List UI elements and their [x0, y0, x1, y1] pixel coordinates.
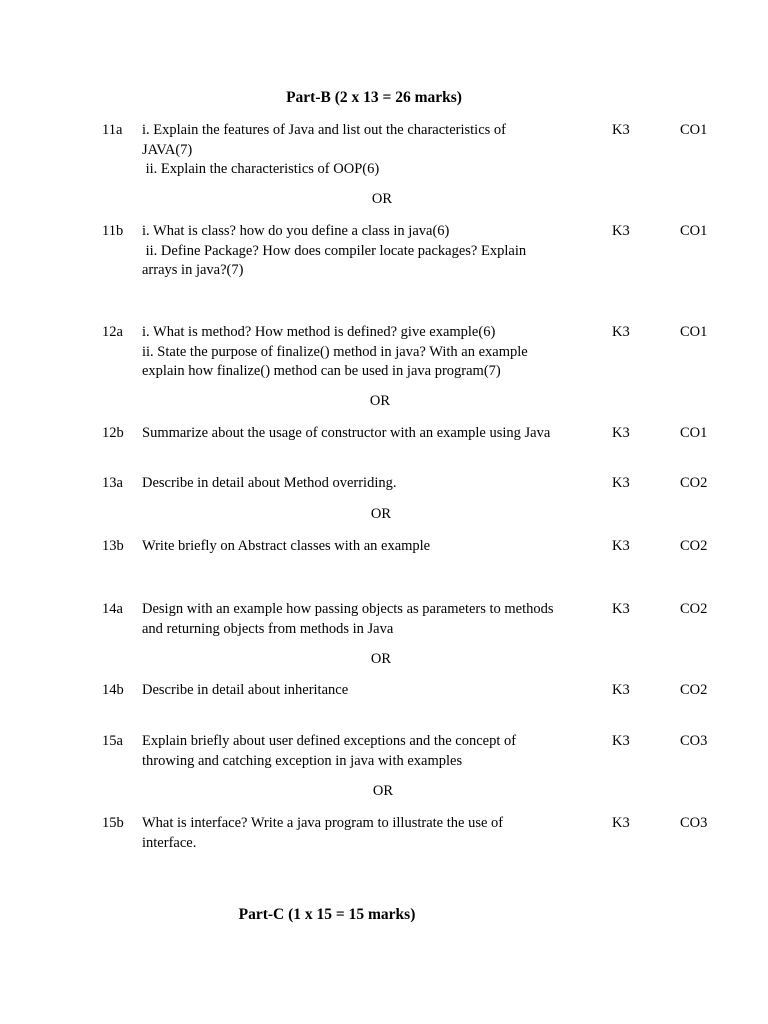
- question-line: throwing and catching exception in java with examples: [142, 752, 463, 769]
- knowledge-level: K3: [612, 425, 630, 441]
- question-line: explain how finalize() method can be used in java program(7): [142, 363, 501, 379]
- or-separator: OR: [370, 651, 392, 667]
- question-number: 13b: [102, 538, 124, 554]
- question-text: [142, 424, 587, 444]
- question-line: i. Explain the features of Java and list out the characteristics of: [142, 122, 506, 138]
- course-outcome: CO1: [680, 122, 708, 138]
- question-line: Write briefly on Abstract classes with an example: [142, 538, 431, 554]
- knowledge-level: K3: [612, 682, 630, 698]
- or-separator: OR: [370, 506, 392, 522]
- question-number: 14b: [102, 682, 124, 698]
- course-outcome: CO3: [680, 815, 708, 831]
- knowledge-level: K3: [612, 733, 630, 749]
- course-outcome: CO2: [680, 682, 708, 698]
- question-line: arrays in java?(7): [142, 262, 244, 278]
- or-separator: OR: [372, 783, 394, 799]
- question-line: ii. State the purpose of finalize() method in java? With an example: [142, 343, 528, 360]
- question-text: [142, 537, 587, 557]
- question-number: 12a: [102, 324, 123, 340]
- question-line: Summarize about the usage of constructor with an example using Java: [142, 425, 551, 441]
- question-line: Describe in detail about inheritance: [142, 682, 349, 698]
- question-text: [142, 222, 587, 281]
- question-text: [142, 681, 587, 701]
- part-b-heading: Part-B (2 x 13 = 26 marks): [286, 89, 462, 106]
- question-number: 11b: [102, 223, 124, 239]
- course-outcome: CO2: [680, 601, 708, 617]
- question-text: [142, 121, 587, 180]
- question-line: ii. Explain the characteristics of OOP(6): [142, 161, 380, 177]
- knowledge-level: K3: [612, 475, 630, 491]
- question-line: interface.: [142, 834, 197, 851]
- course-outcome: CO1: [680, 223, 708, 239]
- knowledge-level: K3: [612, 601, 630, 617]
- question-number: 15a: [102, 733, 123, 749]
- question-line: ii. Define Package? How does compiler locate packages? Explain: [142, 242, 527, 259]
- course-outcome: CO1: [680, 425, 708, 441]
- question-line: What is interface? Write a java program to illustrate the use of: [142, 815, 504, 831]
- question-number: 15b: [102, 815, 124, 831]
- question-line: and returning objects from methods in Java: [142, 620, 394, 637]
- question-line: Explain briefly about user defined exceptions and the concept of: [142, 733, 517, 749]
- question-number: 13a: [102, 475, 123, 491]
- question-text: [142, 323, 587, 382]
- or-separator: OR: [369, 393, 391, 409]
- course-outcome: CO1: [680, 324, 708, 340]
- question-number: 14a: [102, 601, 123, 617]
- question-text: [142, 474, 587, 494]
- question-line: i. What is class? how do you define a class in java(6): [142, 223, 450, 239]
- question-number: 11a: [102, 122, 123, 138]
- knowledge-level: K3: [612, 324, 630, 340]
- question-line: i. What is method? How method is defined? give example(6): [142, 324, 496, 340]
- question-line: Design with an example how passing objects as parameters to methods: [142, 601, 554, 617]
- question-line: JAVA(7): [142, 141, 193, 158]
- question-line: Describe in detail about Method overriding.: [142, 475, 397, 491]
- knowledge-level: K3: [612, 223, 630, 239]
- knowledge-level: K3: [612, 538, 630, 554]
- course-outcome: CO2: [680, 475, 708, 491]
- or-separator: OR: [371, 191, 393, 207]
- part-c-heading: Part-C (1 x 15 = 15 marks): [238, 906, 416, 923]
- question-text: [142, 814, 587, 853]
- knowledge-level: K3: [612, 815, 630, 831]
- course-outcome: CO3: [680, 733, 708, 749]
- knowledge-level: K3: [612, 122, 630, 138]
- question-text: [142, 600, 587, 639]
- question-number: 12b: [102, 425, 124, 441]
- question-text: [142, 732, 587, 771]
- course-outcome: CO2: [680, 538, 708, 554]
